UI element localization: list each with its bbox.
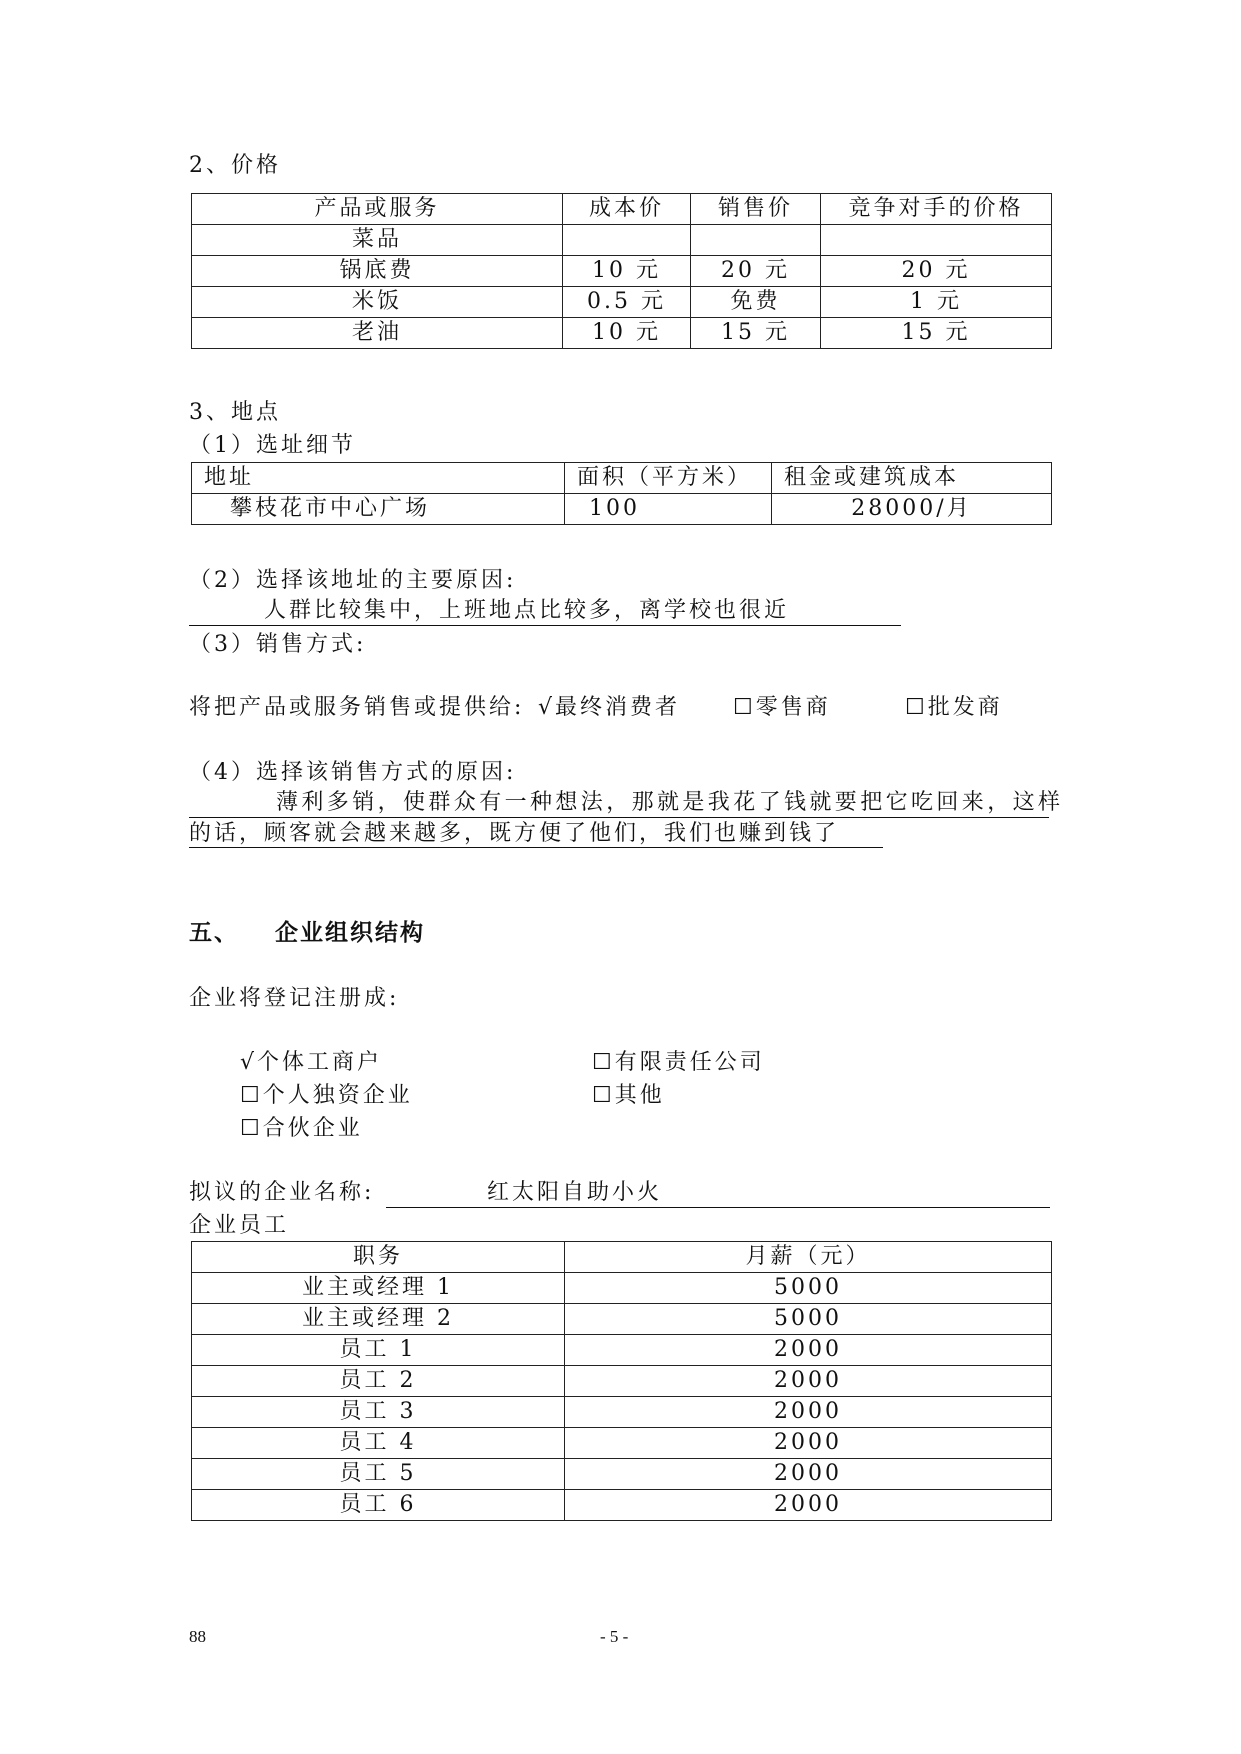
table-cell — [691, 225, 821, 256]
option-other[interactable]: ☐其他 — [592, 1083, 665, 1108]
option-wholesaler[interactable]: ☐批发商 — [905, 695, 1003, 720]
staff-label: 企业员工 — [189, 1213, 290, 1238]
table-cell: 员工 5 — [192, 1459, 565, 1490]
register-label: 企业将登记注册成: — [189, 986, 400, 1011]
table-cell — [563, 225, 691, 256]
table-cell: 员工 3 — [192, 1397, 565, 1428]
company-name-value: 红太阳自助小火 — [487, 1180, 663, 1205]
table-row — [192, 1490, 1052, 1521]
table-cell: 业主或经理 2 — [192, 1304, 565, 1335]
table-cell: 员工 6 — [192, 1490, 565, 1521]
table-cell: 5000 — [565, 1273, 1052, 1304]
option-sole-proprietor[interactable]: ☐个人独资企业 — [240, 1083, 413, 1108]
price-table — [191, 193, 1052, 349]
table-cell: 100 — [565, 494, 772, 525]
staff-table — [191, 1241, 1052, 1521]
table-cell: 10 元 — [563, 256, 691, 287]
table-cell: 0.5 元 — [563, 287, 691, 318]
location-table — [191, 462, 1052, 525]
location-header-cell: 地址 — [192, 463, 565, 494]
price-header-cell: 竞争对手的价格 — [821, 194, 1052, 225]
table-cell: 15 元 — [821, 318, 1052, 349]
table-row — [192, 1273, 1052, 1304]
table-row — [192, 225, 1052, 256]
table-row — [192, 1335, 1052, 1366]
sales-method-label: （3）销售方式: — [189, 632, 367, 657]
footer-left-number: 88 — [189, 1627, 206, 1646]
table-row — [192, 1397, 1052, 1428]
sales-reason-label: （4）选择该销售方式的原因: — [189, 760, 517, 785]
section-title: 企业组织结构 — [275, 920, 425, 946]
sales-reason-line1: 薄利多销，使群众有一种想法，那就是我花了钱就要把它吃回来，这样 — [276, 790, 1064, 815]
table-cell: 2000 — [565, 1490, 1052, 1521]
option-partnership[interactable]: ☐合伙企业 — [240, 1116, 363, 1141]
staff-header-cell: 职务 — [192, 1242, 565, 1273]
table-cell: 2000 — [565, 1335, 1052, 1366]
table-row — [192, 1459, 1052, 1490]
table-row — [192, 494, 1052, 525]
table-cell: 20 元 — [691, 256, 821, 287]
price-heading: 2、价格 — [189, 153, 281, 178]
sales-prefix: 将把产品或服务销售或提供给: — [189, 695, 525, 720]
sales-reason-underline-2 — [189, 847, 883, 848]
table-row — [192, 1428, 1052, 1459]
location-heading: 3、地点 — [189, 400, 281, 425]
option-end-consumer[interactable]: √最终消费者 — [538, 695, 681, 720]
staff-header-cell: 月薪（元） — [565, 1242, 1052, 1273]
table-cell: 10 元 — [563, 318, 691, 349]
company-name-label: 拟议的企业名称: — [189, 1180, 375, 1205]
table-row — [192, 256, 1052, 287]
reason-underline — [189, 625, 901, 626]
table-cell: 员工 2 — [192, 1366, 565, 1397]
sales-reason-underline-1 — [189, 817, 1049, 818]
price-table-header — [192, 194, 1052, 225]
table-cell: 2000 — [565, 1366, 1052, 1397]
staff-table-header — [192, 1242, 1052, 1273]
table-cell: 员工 4 — [192, 1428, 565, 1459]
table-cell: 2000 — [565, 1459, 1052, 1490]
price-header-cell: 销售价 — [691, 194, 821, 225]
table-cell: 菜品 — [192, 225, 563, 256]
table-row — [192, 287, 1052, 318]
table-cell: 5000 — [565, 1304, 1052, 1335]
table-cell: 攀枝花市中心广场 — [192, 494, 565, 525]
table-cell: 1 元 — [821, 287, 1052, 318]
table-cell: 业主或经理 1 — [192, 1273, 565, 1304]
table-cell: 2000 — [565, 1397, 1052, 1428]
sales-reason-line2: 的话，顾客就会越来越多，既方便了他们，我们也赚到钱了 — [189, 821, 840, 846]
location-reason: 人群比较集中，上班地点比较多，离学校也很近 — [264, 598, 790, 623]
company-name-underline — [386, 1207, 1050, 1208]
reason-label: （2）选择该地址的主要原因: — [189, 568, 517, 593]
table-cell: 15 元 — [691, 318, 821, 349]
option-sole-trader[interactable]: √个体工商户 — [240, 1050, 383, 1075]
table-cell: 米饭 — [192, 287, 563, 318]
location-table-header — [192, 463, 1052, 494]
location-header-cell: 租金或建筑成本 — [772, 463, 1052, 494]
table-cell — [821, 225, 1052, 256]
table-row — [192, 1304, 1052, 1335]
table-cell: 20 元 — [821, 256, 1052, 287]
table-cell: 员工 1 — [192, 1335, 565, 1366]
table-cell: 2000 — [565, 1428, 1052, 1459]
site-details-label: （1）选址细节 — [189, 433, 356, 458]
section-number: 五、 — [189, 920, 239, 946]
option-llc[interactable]: ☐有限责任公司 — [592, 1050, 765, 1075]
table-cell: 免费 — [691, 287, 821, 318]
location-header-cell: 面积（平方米） — [565, 463, 772, 494]
price-header-cell: 产品或服务 — [192, 194, 563, 225]
price-header-cell: 成本价 — [563, 194, 691, 225]
table-row — [192, 1366, 1052, 1397]
table-cell: 28000/月 — [772, 494, 1052, 525]
table-cell: 老油 — [192, 318, 563, 349]
option-retailer[interactable]: ☐零售商 — [733, 695, 831, 720]
table-cell: 锅底费 — [192, 256, 563, 287]
page-number: - 5 - — [600, 1627, 629, 1646]
table-row — [192, 318, 1052, 349]
